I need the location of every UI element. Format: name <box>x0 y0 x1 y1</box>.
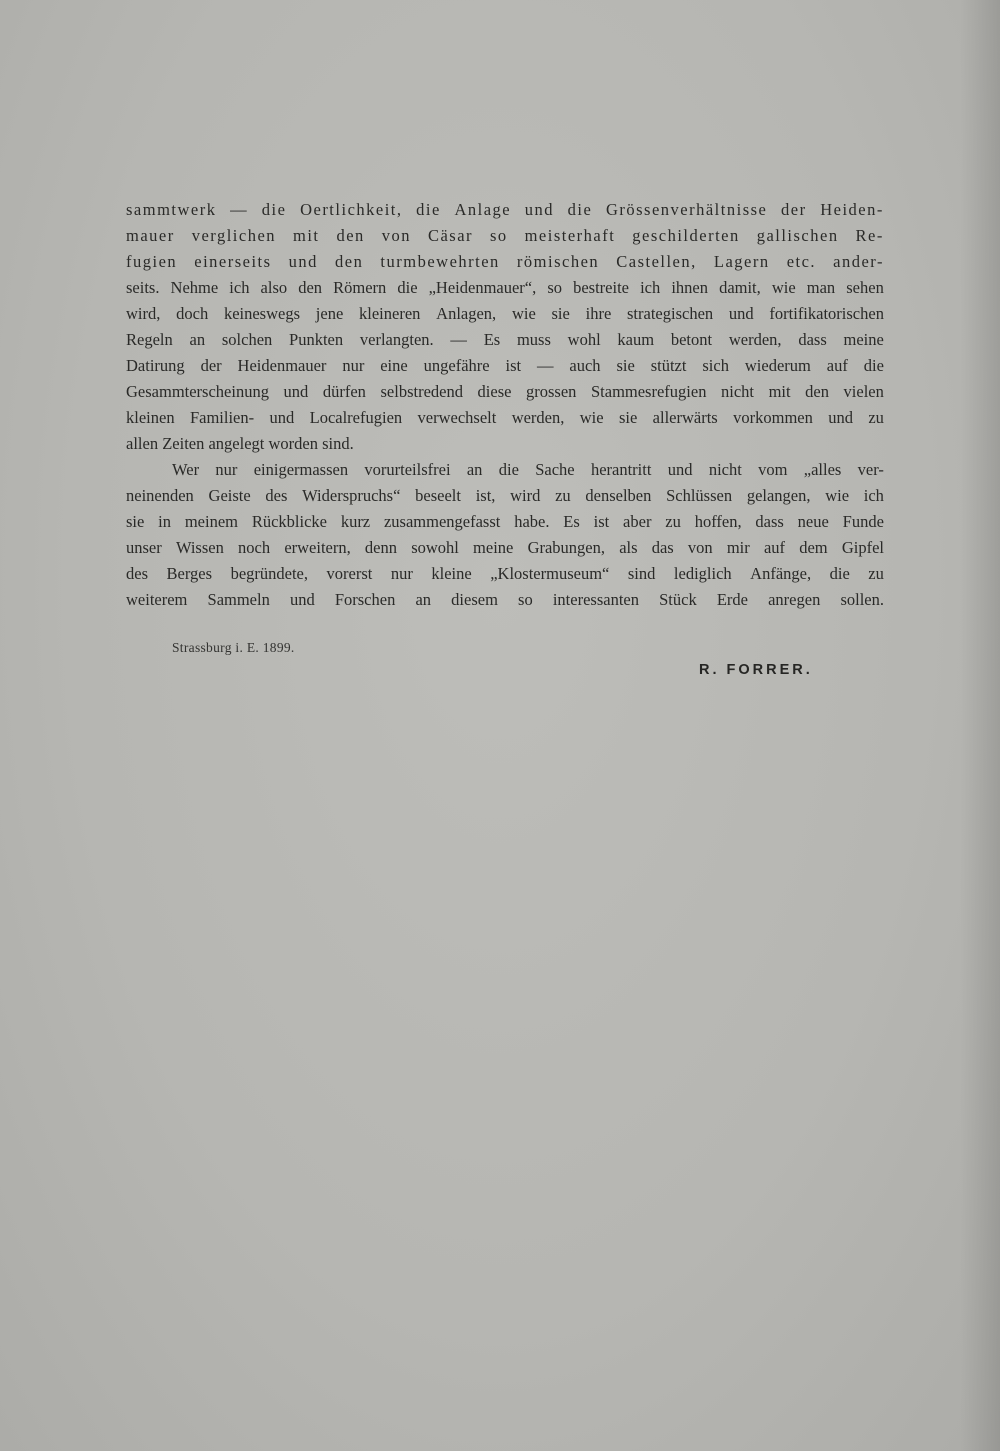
text-line: seits. Nehme ich also den Römern die „Heidenmauer“, so bestreite ich ihnen damit, wie man sehen <box>126 278 884 297</box>
body-text <box>126 197 884 613</box>
author-signature: R. FORRER. <box>699 662 813 678</box>
text-line: neinenden Geiste des Widerspruchs“ beseelt ist, wird zu denselben Schlüssen gelangen, wie ich <box>126 486 884 505</box>
text-line: mauer verglichen mit den von Cäsar so meisterhaft geschilderten gallischen Re- <box>126 226 884 245</box>
text-line: fugien einerseits und den turmbewehrten römischen Castellen, Lagern etc. ander- <box>126 252 884 271</box>
text-line: allen Zeiten angelegt worden sind. <box>126 434 354 453</box>
place-date: Strassburg i. E. 1899. <box>172 640 295 655</box>
text-line: sie in meinem Rückblicke kurz zusammengefasst habe. Es ist aber zu hoffen, dass neue Funde <box>126 512 884 531</box>
text-line: Gesammterscheinung und dürfen selbstredend diese grossen Stammesrefugien nicht mit den vielen <box>126 382 884 401</box>
text-line: Wer nur einigermassen vorurteilsfrei an die Sache herantritt und nicht vom „alles ver- <box>172 460 884 479</box>
text-line: weiterem Sammeln und Forschen an diesem so interessanten Stück Erde anregen sollen. <box>126 590 884 609</box>
text-line: kleinen Familien- und Localrefugien verwechselt werden, wie sie allerwärts vorkommen und zu <box>126 408 884 427</box>
text-line: Regeln an solchen Punkten verlangten. — Es muss wohl kaum betont werden, dass meine <box>126 330 884 349</box>
text-line: wird, doch keineswegs jene kleineren Anlagen, wie sie ihre strategischen und fortifikatorischen <box>126 304 884 323</box>
text-line: des Berges begründete, vorerst nur kleine „Klostermuseum“ sind lediglich Anfänge, die zu <box>126 564 884 583</box>
text-line: unser Wissen noch erweitern, denn sowohl meine Grabungen, als das von mir auf dem Gipfel <box>126 538 884 557</box>
text-line: sammtwerk — die Oertlichkeit, die Anlage und die Grössenverhältnisse der Heiden- <box>126 200 884 219</box>
page-edge-shadow <box>960 0 1000 1451</box>
text-line: Datirung der Heidenmauer nur eine ungefähre ist — auch sie stützt sich wiederum auf die <box>126 356 884 375</box>
